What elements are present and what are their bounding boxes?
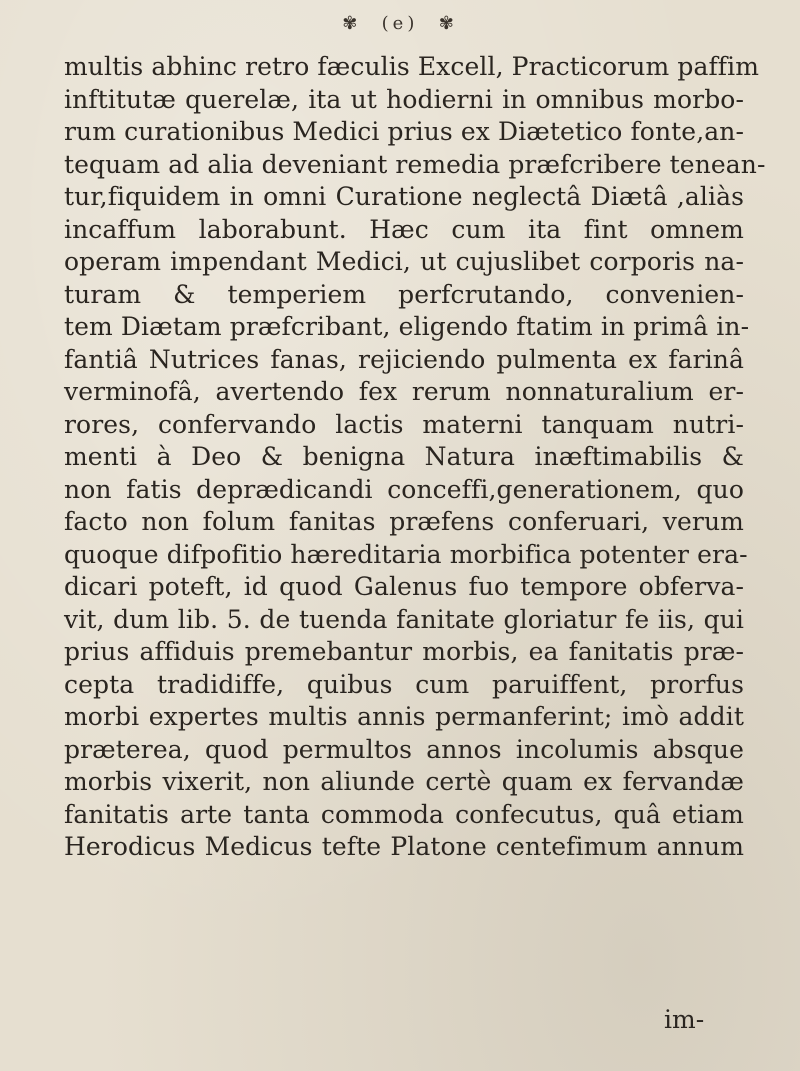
text-line: fanitatis arte tanta commoda confecutus, quâ etiam (64, 799, 744, 829)
text-line: multis abhinc retro fæculis Excell, Practicorum paffim (64, 52, 760, 81)
text-line: vit, dum lib. 5. de tuenda fanitate gloriatur fe iis, qui (64, 604, 744, 634)
text-line: facto non folum fanitas præfens conferuari, verum (64, 507, 744, 536)
text-line: incaffum laborabunt. Hæc cum ita fint omnem (64, 214, 744, 244)
text-line: cepta tradidiffe, quibus cum paruiffent, prorfus (64, 669, 744, 699)
ornament-left-icon: ✾ (342, 13, 362, 34)
page-header (0, 10, 800, 34)
signature-mark: (e) (381, 13, 419, 34)
text-line: morbi expertes multis annis permanferint; imò addit (64, 702, 744, 731)
text-line: rum curationibus Medici prius ex Diætetico fonte,an- (64, 117, 745, 146)
text-line: fantiâ Nutrices fanas, rejiciendo pulmenta ex farinâ (64, 344, 744, 374)
text-line: quoque difpofitio hæreditaria morbifica potenter era- (64, 539, 748, 569)
catchword: im- (664, 1005, 705, 1034)
text-line: dicari poteft, id quod Galenus fuo tempore obferva- (64, 572, 744, 601)
text-line: prius affiduis premebantur morbis, ea fanitatis præ- (64, 637, 744, 666)
text-line: rores, confervando lactis materni tanquam nutri- (64, 409, 744, 439)
text-line: non fatis deprædicandi conceffi,generationem, quo (64, 474, 744, 504)
text-line: morbis vixerit, non aliunde certè quam ex fervandæ (64, 767, 744, 796)
text-line: operam impendant Medici, ut cujuslibet corporis na- (64, 247, 744, 276)
text-line: verminofâ, avertendo fex rerum nonnaturalium er- (64, 377, 744, 406)
body-text (64, 51, 766, 864)
text-line: tem Diætam præfcribant, eligendo ftatim in primâ in- (64, 312, 750, 341)
text-line: turam & temperiem perfcrutando, convenien- (64, 279, 744, 309)
text-line: tur,fiquidem in omni Curatione neglectâ Diætâ ,aliàs (64, 182, 744, 211)
text-line: inftitutæ querelæ, ita ut hodierni in omnibus morbo- (64, 84, 744, 114)
text-line: tequam ad alia deveniant remedia præfcribere tenean- (64, 149, 766, 179)
text-line: præterea, quod permultos annos incolumis absque (64, 734, 744, 764)
ornament-right-icon: ✾ (438, 13, 458, 34)
text-line: menti à Deo & benigna Natura inæftimabilis & (64, 442, 744, 471)
text-line: Herodicus Medicus tefte Platone centefimum annum (64, 832, 744, 861)
